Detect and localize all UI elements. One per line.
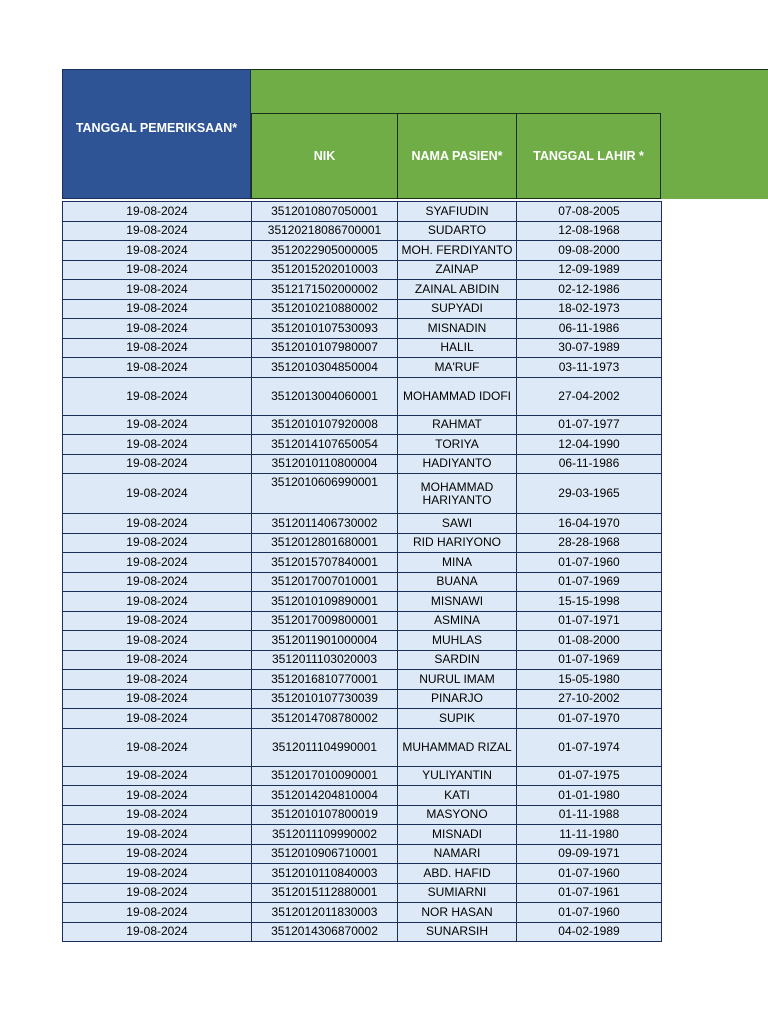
cell-nik[interactable]: 3512010110800004 bbox=[252, 454, 398, 474]
table-row bbox=[63, 514, 662, 534]
table-row bbox=[63, 631, 662, 651]
cell-nama-pasien[interactable]: MISNAWI bbox=[398, 592, 517, 612]
cell-tanggal-lahir[interactable]: 01-07-1961 bbox=[517, 883, 662, 903]
table-row bbox=[63, 221, 662, 241]
table-row bbox=[63, 611, 662, 631]
cell-tanggal-lahir[interactable]: 01-07-1960 bbox=[517, 553, 662, 573]
cell-nama-pasien[interactable]: NOR HASAN bbox=[398, 903, 517, 923]
table-row bbox=[63, 435, 662, 455]
cell-tanggal-lahir[interactable]: 01-07-1974 bbox=[517, 728, 662, 766]
table-row bbox=[63, 592, 662, 612]
table-row bbox=[63, 670, 662, 690]
cell-tanggal-pemeriksaan[interactable]: 19-08-2024 bbox=[63, 883, 252, 903]
cell-nik[interactable]: 3512017009800001 bbox=[252, 611, 398, 631]
cell-nik[interactable]: 3512014306870002 bbox=[252, 922, 398, 942]
cell-tanggal-pemeriksaan[interactable]: 19-08-2024 bbox=[63, 922, 252, 942]
cell-nama-pasien[interactable]: SUPYADI bbox=[398, 299, 517, 319]
cell-nama-pasien[interactable]: MISNADI bbox=[398, 825, 517, 845]
table-row bbox=[63, 553, 662, 573]
cell-tanggal-lahir[interactable]: 01-11-1988 bbox=[517, 805, 662, 825]
table-row bbox=[63, 319, 662, 339]
cell-tanggal-pemeriksaan[interactable]: 19-08-2024 bbox=[63, 864, 252, 884]
cell-tanggal-lahir[interactable]: 15-15-1998 bbox=[517, 592, 662, 612]
cell-nik[interactable]: 3512011406730002 bbox=[252, 514, 398, 534]
cell-tanggal-pemeriksaan[interactable]: 19-08-2024 bbox=[63, 650, 252, 670]
header-side-band bbox=[661, 113, 768, 199]
cell-tanggal-pemeriksaan[interactable]: 19-08-2024 bbox=[63, 319, 252, 339]
cell-nama-pasien[interactable]: TORIYA bbox=[398, 435, 517, 455]
cell-tanggal-lahir[interactable]: 07-08-2005 bbox=[517, 202, 662, 222]
cell-nama-pasien[interactable]: SAWI bbox=[398, 514, 517, 534]
cell-nama-pasien[interactable]: MOH. FERDIYANTO bbox=[398, 241, 517, 261]
cell-nik[interactable]: 3512010107730039 bbox=[252, 689, 398, 709]
cell-nama-pasien[interactable]: ABD. HAFID bbox=[398, 864, 517, 884]
cell-tanggal-pemeriksaan[interactable]: 19-08-2024 bbox=[63, 572, 252, 592]
cell-nik[interactable]: 3512010807050001 bbox=[252, 202, 398, 222]
cell-nama-pasien[interactable]: MUHAMMAD RIZAL bbox=[398, 728, 517, 766]
cell-nama-pasien[interactable]: ZAINAP bbox=[398, 260, 517, 280]
spreadsheet bbox=[62, 69, 768, 939]
cell-tanggal-pemeriksaan[interactable]: 19-08-2024 bbox=[63, 474, 252, 514]
cell-nama-pasien[interactable]: HADIYANTO bbox=[398, 454, 517, 474]
cell-tanggal-pemeriksaan[interactable]: 19-08-2024 bbox=[63, 631, 252, 651]
cell-nik[interactable]: 3512010210880002 bbox=[252, 299, 398, 319]
cell-tanggal-lahir[interactable]: 01-01-1980 bbox=[517, 786, 662, 806]
cell-nik[interactable]: 3512014204810004 bbox=[252, 786, 398, 806]
cell-nik[interactable]: 3512012011830003 bbox=[252, 903, 398, 923]
cell-nik[interactable]: 3512022905000005 bbox=[252, 241, 398, 261]
cell-nik[interactable]: 3512010107920008 bbox=[252, 415, 398, 435]
table-row bbox=[63, 825, 662, 845]
cell-nik[interactable]: 3512171502000002 bbox=[252, 280, 398, 300]
header-group-band bbox=[251, 69, 768, 113]
cell-nik[interactable]: 3512010107980007 bbox=[252, 338, 398, 358]
table-row bbox=[63, 709, 662, 729]
cell-tanggal-lahir[interactable]: 06-11-1986 bbox=[517, 454, 662, 474]
table-row bbox=[63, 202, 662, 222]
table-row bbox=[63, 883, 662, 903]
cell-tanggal-lahir[interactable]: 29-03-1965 bbox=[517, 474, 662, 514]
cell-nama-pasien[interactable]: MUHLAS bbox=[398, 631, 517, 651]
cell-nik[interactable]: 3512012801680001 bbox=[252, 533, 398, 553]
cell-tanggal-lahir[interactable]: 18-02-1973 bbox=[517, 299, 662, 319]
header-tanggal-lahir[interactable]: TANGGAL LAHIR * bbox=[516, 113, 661, 199]
cell-tanggal-lahir[interactable]: 01-07-1960 bbox=[517, 864, 662, 884]
cell-tanggal-pemeriksaan[interactable]: 19-08-2024 bbox=[63, 825, 252, 845]
cell-nama-pasien[interactable]: MOHAMMAD IDOFI bbox=[398, 377, 517, 415]
cell-nik[interactable]: 3512014107650054 bbox=[252, 435, 398, 455]
cell-tanggal-lahir[interactable]: 11-11-1980 bbox=[517, 825, 662, 845]
cell-nik[interactable]: 35120218086700001 bbox=[252, 221, 398, 241]
cell-nik[interactable]: 3512010906710001 bbox=[252, 844, 398, 864]
cell-tanggal-pemeriksaan[interactable]: 19-08-2024 bbox=[63, 728, 252, 766]
cell-nik[interactable]: 3512010304850004 bbox=[252, 358, 398, 378]
cell-tanggal-pemeriksaan[interactable]: 19-08-2024 bbox=[63, 221, 252, 241]
cell-tanggal-pemeriksaan[interactable]: 19-08-2024 bbox=[63, 670, 252, 690]
cell-nama-pasien[interactable]: MASYONO bbox=[398, 805, 517, 825]
cell-nama-pasien[interactable]: HALIL bbox=[398, 338, 517, 358]
table-row bbox=[63, 454, 662, 474]
table-row bbox=[63, 922, 662, 942]
cell-tanggal-pemeriksaan[interactable]: 19-08-2024 bbox=[63, 299, 252, 319]
cell-nama-pasien[interactable]: BUANA bbox=[398, 572, 517, 592]
cell-tanggal-lahir[interactable]: 01-07-1969 bbox=[517, 572, 662, 592]
cell-tanggal-pemeriksaan[interactable]: 19-08-2024 bbox=[63, 805, 252, 825]
cell-nama-pasien[interactable]: SUDARTO bbox=[398, 221, 517, 241]
cell-nama-pasien[interactable]: MISNADIN bbox=[398, 319, 517, 339]
cell-nama-pasien[interactable]: SUNARSIH bbox=[398, 922, 517, 942]
cell-tanggal-pemeriksaan[interactable]: 19-08-2024 bbox=[63, 766, 252, 786]
cell-nik[interactable]: 3512017010090001 bbox=[252, 766, 398, 786]
cell-nama-pasien[interactable]: RAHMAT bbox=[398, 415, 517, 435]
cell-tanggal-pemeriksaan[interactable]: 19-08-2024 bbox=[63, 709, 252, 729]
cell-nama-pasien[interactable]: PINARJO bbox=[398, 689, 517, 709]
table-row bbox=[63, 338, 662, 358]
header-nama-pasien[interactable]: NAMA PASIEN* bbox=[397, 113, 517, 199]
patient-table-body bbox=[63, 202, 662, 942]
cell-nama-pasien[interactable]: MA'RUF bbox=[398, 358, 517, 378]
table-row bbox=[63, 728, 662, 766]
cell-nama-pasien[interactable]: ZAINAL ABIDIN bbox=[398, 280, 517, 300]
cell-nama-pasien[interactable]: ASMINA bbox=[398, 611, 517, 631]
cell-tanggal-pemeriksaan[interactable]: 19-08-2024 bbox=[63, 435, 252, 455]
cell-tanggal-lahir[interactable]: 01-07-1971 bbox=[517, 611, 662, 631]
cell-nama-pasien[interactable]: SYAFIUDIN bbox=[398, 202, 517, 222]
patient-table bbox=[62, 201, 662, 942]
table-row bbox=[63, 786, 662, 806]
cell-nama-pasien[interactable]: RID HARIYONO bbox=[398, 533, 517, 553]
cell-tanggal-pemeriksaan[interactable]: 19-08-2024 bbox=[63, 377, 252, 415]
table-row bbox=[63, 299, 662, 319]
cell-nama-pasien[interactable]: MOHAMMAD HARIYANTO bbox=[398, 474, 517, 514]
cell-tanggal-lahir[interactable]: 16-04-1970 bbox=[517, 514, 662, 534]
header-tanggal-pemeriksaan[interactable]: TANGGAL PEMERIKSAAN* bbox=[62, 69, 251, 199]
cell-tanggal-pemeriksaan[interactable]: 19-08-2024 bbox=[63, 786, 252, 806]
cell-nik[interactable]: 3512016810770001 bbox=[252, 670, 398, 690]
cell-tanggal-lahir[interactable]: 02-12-1986 bbox=[517, 280, 662, 300]
cell-nik[interactable]: 3512011103020003 bbox=[252, 650, 398, 670]
cell-nik[interactable]: 3512015707840001 bbox=[252, 553, 398, 573]
cell-nama-pasien[interactable]: SUMIARNI bbox=[398, 883, 517, 903]
cell-tanggal-lahir[interactable]: 09-09-1971 bbox=[517, 844, 662, 864]
cell-tanggal-pemeriksaan[interactable]: 19-08-2024 bbox=[63, 241, 252, 261]
cell-nik[interactable]: 3512010107530093 bbox=[252, 319, 398, 339]
cell-tanggal-lahir[interactable]: 04-02-1989 bbox=[517, 922, 662, 942]
cell-tanggal-lahir[interactable]: 01-07-1977 bbox=[517, 415, 662, 435]
cell-tanggal-lahir[interactable]: 01-07-1970 bbox=[517, 709, 662, 729]
cell-nik[interactable]: 3512011104990001 bbox=[252, 728, 398, 766]
cell-tanggal-pemeriksaan[interactable]: 19-08-2024 bbox=[63, 903, 252, 923]
table-row bbox=[63, 474, 662, 514]
cell-tanggal-lahir[interactable]: 06-11-1986 bbox=[517, 319, 662, 339]
cell-tanggal-pemeriksaan[interactable]: 19-08-2024 bbox=[63, 533, 252, 553]
cell-nama-pasien[interactable]: SARDIN bbox=[398, 650, 517, 670]
cell-nama-pasien[interactable]: NURUL IMAM bbox=[398, 670, 517, 690]
cell-tanggal-lahir[interactable]: 01-08-2000 bbox=[517, 631, 662, 651]
table-row bbox=[63, 377, 662, 415]
cell-tanggal-lahir[interactable]: 30-07-1989 bbox=[517, 338, 662, 358]
cell-nama-pasien[interactable]: MINA bbox=[398, 553, 517, 573]
table-row bbox=[63, 280, 662, 300]
table-row bbox=[63, 844, 662, 864]
cell-tanggal-lahir[interactable]: 01-07-1975 bbox=[517, 766, 662, 786]
table-row bbox=[63, 805, 662, 825]
cell-tanggal-lahir[interactable]: 12-08-1968 bbox=[517, 221, 662, 241]
table-row bbox=[63, 689, 662, 709]
cell-tanggal-pemeriksaan[interactable]: 19-08-2024 bbox=[63, 611, 252, 631]
cell-nama-pasien[interactable]: YULIYANTIN bbox=[398, 766, 517, 786]
cell-tanggal-pemeriksaan[interactable]: 19-08-2024 bbox=[63, 338, 252, 358]
table-row bbox=[63, 415, 662, 435]
cell-tanggal-lahir[interactable]: 12-09-1989 bbox=[517, 260, 662, 280]
cell-nik[interactable]: 3512017007010001 bbox=[252, 572, 398, 592]
cell-tanggal-lahir[interactable]: 27-10-2002 bbox=[517, 689, 662, 709]
table-row bbox=[63, 241, 662, 261]
cell-nama-pasien[interactable]: SUPIK bbox=[398, 709, 517, 729]
table-row bbox=[63, 650, 662, 670]
table-row bbox=[63, 260, 662, 280]
cell-tanggal-pemeriksaan[interactable]: 19-08-2024 bbox=[63, 358, 252, 378]
cell-tanggal-pemeriksaan[interactable]: 19-08-2024 bbox=[63, 415, 252, 435]
table-header bbox=[62, 69, 768, 201]
cell-tanggal-pemeriksaan[interactable]: 19-08-2024 bbox=[63, 280, 252, 300]
table-row bbox=[63, 572, 662, 592]
cell-tanggal-pemeriksaan[interactable]: 19-08-2024 bbox=[63, 514, 252, 534]
cell-tanggal-pemeriksaan[interactable]: 19-08-2024 bbox=[63, 202, 252, 222]
cell-tanggal-pemeriksaan[interactable]: 19-08-2024 bbox=[63, 454, 252, 474]
cell-tanggal-lahir[interactable]: 15-05-1980 bbox=[517, 670, 662, 690]
table-row bbox=[63, 903, 662, 923]
cell-nik[interactable]: 3512011901000004 bbox=[252, 631, 398, 651]
cell-tanggal-pemeriksaan[interactable]: 19-08-2024 bbox=[63, 592, 252, 612]
cell-nik[interactable]: 3512010110840003 bbox=[252, 864, 398, 884]
header-nik[interactable]: NIK bbox=[251, 113, 398, 199]
cell-nik[interactable]: 3512010107800019 bbox=[252, 805, 398, 825]
cell-nik[interactable]: 3512013004060001 bbox=[252, 377, 398, 415]
cell-nama-pasien[interactable]: NAMARI bbox=[398, 844, 517, 864]
cell-tanggal-lahir[interactable]: 27-04-2002 bbox=[517, 377, 662, 415]
cell-tanggal-lahir[interactable]: 28-28-1968 bbox=[517, 533, 662, 553]
cell-tanggal-pemeriksaan[interactable]: 19-08-2024 bbox=[63, 260, 252, 280]
cell-nik[interactable]: 3512011109990002 bbox=[252, 825, 398, 845]
table-row bbox=[63, 766, 662, 786]
cell-nik[interactable]: 3512010606990001 bbox=[252, 474, 398, 514]
cell-tanggal-lahir[interactable]: 01-07-1969 bbox=[517, 650, 662, 670]
cell-tanggal-lahir[interactable]: 09-08-2000 bbox=[517, 241, 662, 261]
cell-tanggal-pemeriksaan[interactable]: 19-08-2024 bbox=[63, 689, 252, 709]
cell-nik[interactable]: 3512015112880001 bbox=[252, 883, 398, 903]
cell-tanggal-lahir[interactable]: 12-04-1990 bbox=[517, 435, 662, 455]
table-row bbox=[63, 864, 662, 884]
cell-tanggal-pemeriksaan[interactable]: 19-08-2024 bbox=[63, 553, 252, 573]
cell-nik[interactable]: 3512014708780002 bbox=[252, 709, 398, 729]
cell-nama-pasien[interactable]: KATI bbox=[398, 786, 517, 806]
cell-tanggal-lahir[interactable]: 03-11-1973 bbox=[517, 358, 662, 378]
table-row bbox=[63, 533, 662, 553]
cell-tanggal-pemeriksaan[interactable]: 19-08-2024 bbox=[63, 844, 252, 864]
table-row bbox=[63, 358, 662, 378]
cell-nik[interactable]: 3512010109890001 bbox=[252, 592, 398, 612]
cell-nik[interactable]: 3512015202010003 bbox=[252, 260, 398, 280]
cell-tanggal-lahir[interactable]: 01-07-1960 bbox=[517, 903, 662, 923]
